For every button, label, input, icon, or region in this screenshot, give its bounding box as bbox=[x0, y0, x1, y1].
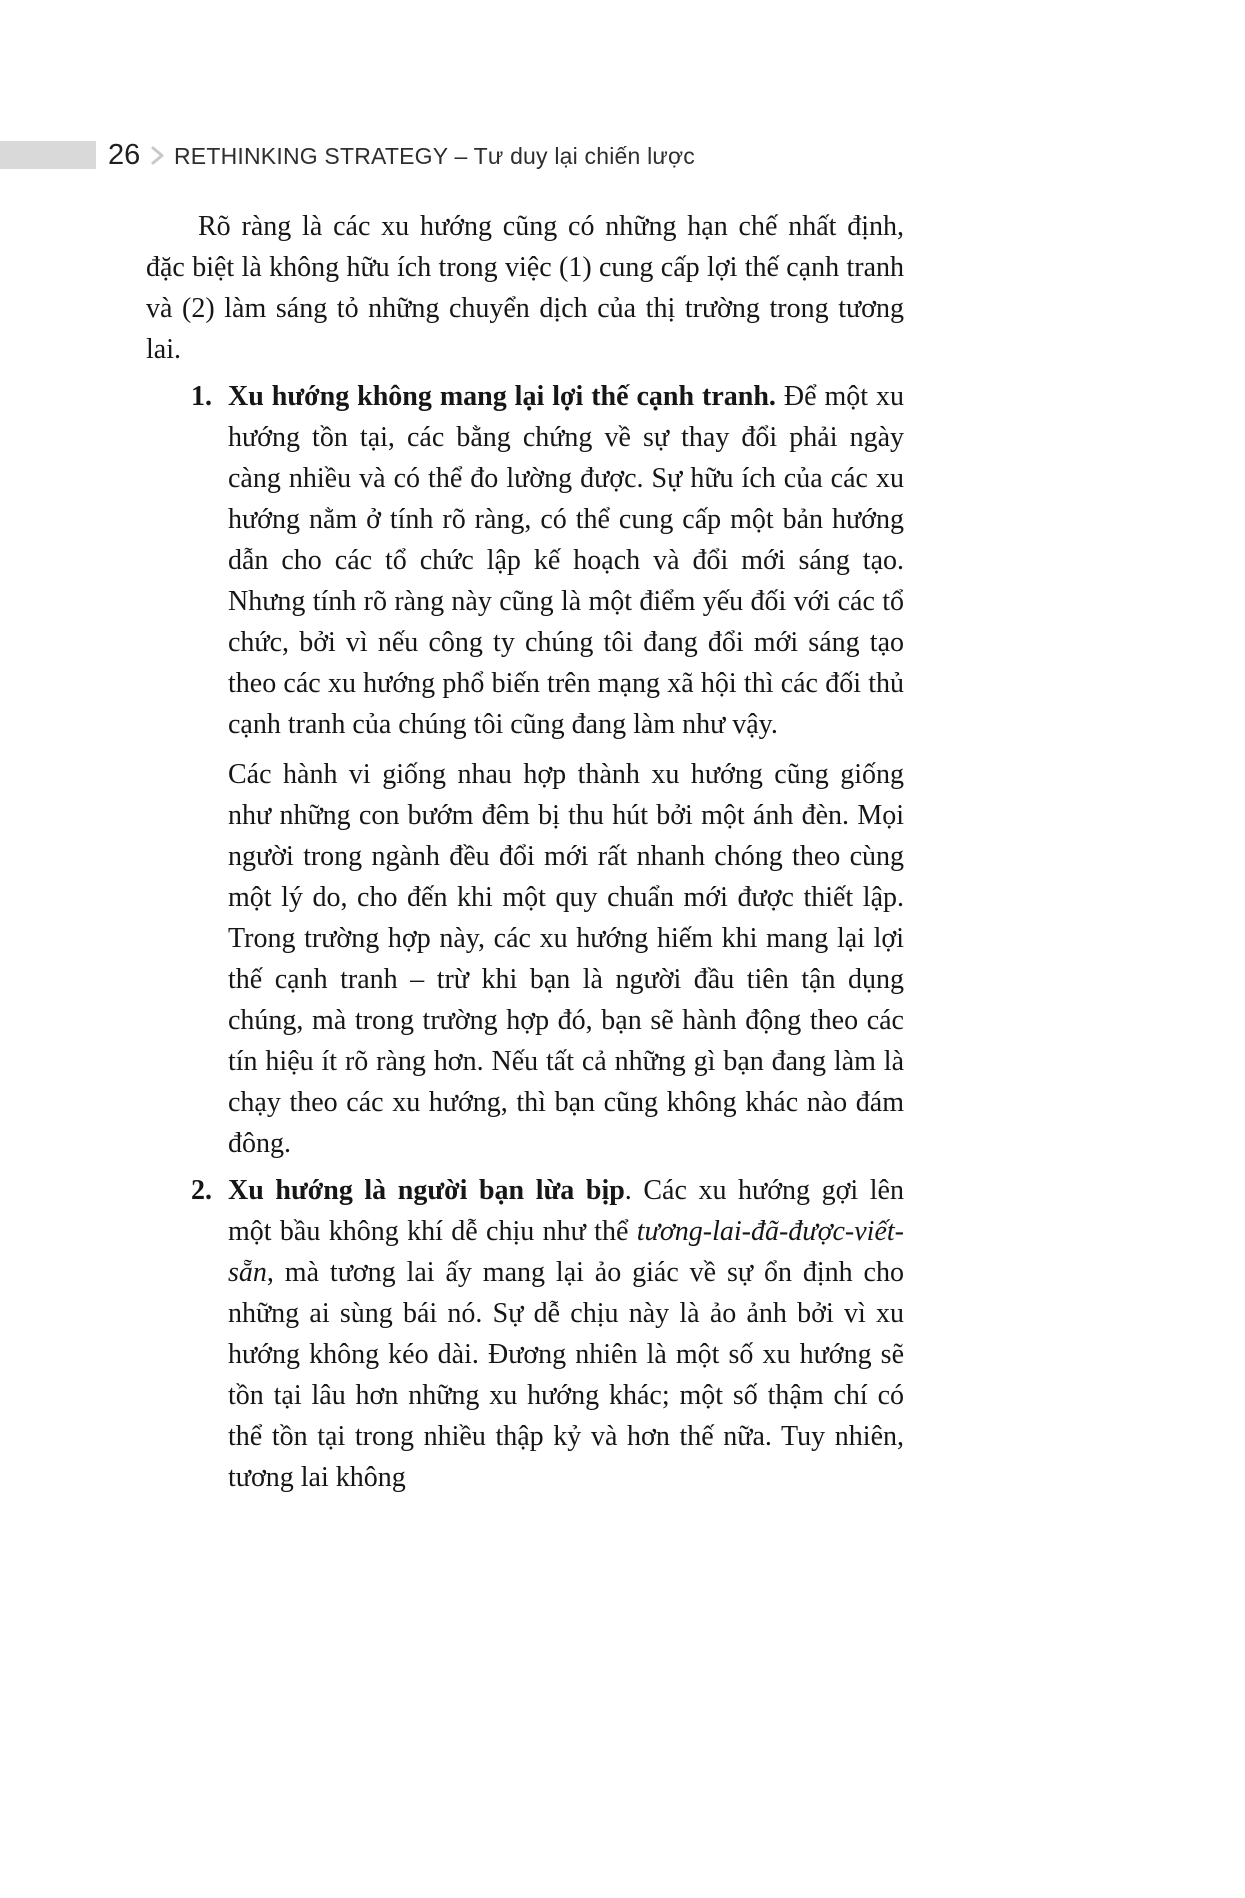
list-item-1-continuation: Các hành vi giống nhau hợp thành xu hướng cũng giống như những con bướm đêm bị thu hút bởi một ánh đèn. Mọi người trong ngành đều đổi mới rất nhanh chóng theo cùng một lý do, cho đến khi một quy chuẩn mới được thiết lập. Trong trường hợp này, các xu hướng hiếm khi mang lại lợi thế cạnh tranh – trừ khi bạn là người đầu tiên tận dụng chúng, mà trong trường hợp đó, bạn sẽ hành động theo các tín hiệu ít rõ ràng hơn. Nếu tất cả những gì bạn đang làm là chạy theo các xu hướng, thì bạn cũng không khác nào đám đông. bbox=[228, 759, 904, 1159]
list-item-1-paragraph bbox=[228, 376, 904, 745]
intro-paragraph: Rõ ràng là các xu hướng cũng có những hạn chế nhất định, đặc biệt là không hữu ích trong việc (1) cung cấp lợi thế cạnh tranh và (2) làm sáng tỏ những chuyển dịch của thị trường trong tương lai. bbox=[146, 211, 904, 365]
list-item-1-text: Để một xu hướng tồn tại, các bằng chứng về sự thay đổi phải ngày càng nhiều và có thể đo lường được. Sự hữu ích của các xu hướng nằm ở tính rõ ràng, có thể cung cấp một bản hướng dẫn cho các tổ chức lập kế hoạch và đổi mới sáng tạo. Nhưng tính rõ ràng này cũng là một điểm yếu đối với các tổ chức, bởi vì nếu công ty chúng tôi đang đổi mới sáng tạo theo các xu hướng phổ biến trên mạng xã hội thì các đối thủ cạnh tranh của chúng tôi cũng đang làm như vậy. bbox=[228, 381, 904, 740]
list-number-1: 1. bbox=[191, 381, 212, 412]
page-header bbox=[0, 138, 1245, 172]
list-item-2-bold-lead: Xu hướng là người bạn lừa bịp bbox=[228, 1175, 625, 1206]
page-body bbox=[146, 206, 904, 1498]
page-number: 26 bbox=[108, 139, 141, 171]
list-number-2: 2. bbox=[191, 1175, 212, 1206]
list-item-2-italic-phrase: tương-lai-đã-được-viết-sẵn bbox=[228, 1216, 904, 1288]
list-item-2-text-before-italic: . Các xu hướng gợi lên một bầu không khí dễ chịu như thể bbox=[228, 1175, 904, 1247]
list-item-1 bbox=[146, 376, 904, 1164]
header-bar bbox=[0, 141, 96, 169]
list-item-1-bold-lead: Xu hướng không mang lại lợi thế cạnh tranh. bbox=[228, 381, 776, 412]
list-item-2 bbox=[146, 1170, 904, 1498]
chevron-right-icon bbox=[151, 146, 164, 165]
list-item-2-paragraph bbox=[228, 1170, 904, 1498]
list-item-2-text-after-italic: , mà tương lai ấy mang lại ảo giác về sự ổn định cho những ai sùng bái nó. Sự dễ chịu này là ảo ảnh bởi vì xu hướng không kéo dài. Đương nhiên là một số xu hướng sẽ tồn tại lâu hơn những xu hướng khác; một số thậm chí có thể tồn tại trong nhiều thập kỷ và hơn thế nữa. Tuy nhiên, tương lai không bbox=[228, 1257, 904, 1493]
running-head-title: RETHINKING STRATEGY – Tư duy lại chiến lược bbox=[174, 143, 696, 169]
